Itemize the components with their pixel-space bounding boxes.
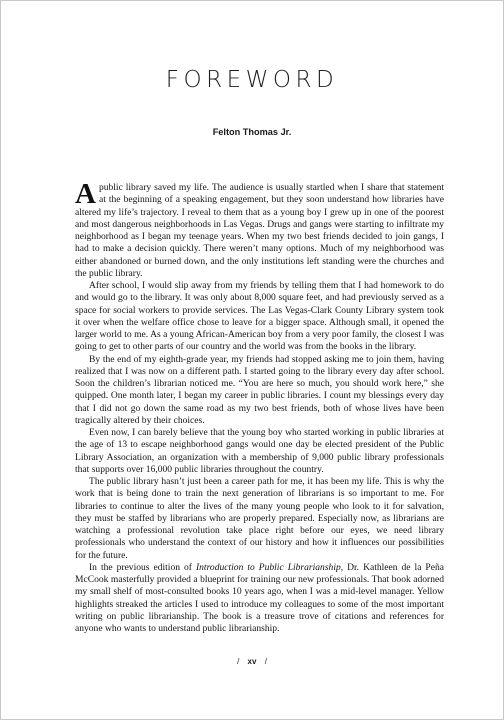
- book-title: Introduction to Public Librarianship: [195, 561, 341, 573]
- folio-mark-left: /: [237, 657, 240, 666]
- page-footer: [1, 657, 503, 666]
- author-byline: Felton Thomas Jr.: [212, 127, 292, 137]
- paragraph-text: , Dr. Kathleen de la Peña McCook masterfully provided a blueprint for training our new professionals. That book adorned my small shelf of most-consulted books 10 years ago, when I was a mid-level manager. Yellow highlights streaked the articles I used to introduce my colleagues to some of the most important writing on public librarianship. The book is a treasure trove of citations and references for anyone who wants to understand public librarianship.: [75, 561, 444, 634]
- chapter-title: FOREWORD: [165, 67, 339, 93]
- paragraph-text: In the previous edition of: [89, 561, 196, 573]
- paragraph: [75, 562, 444, 636]
- foreword-body: [75, 178, 444, 635]
- paragraph: By the end of my eighth-grade year, my friends had stopped asking me to join them, having realized that I was now on a different path. I started going to the library every day after school. Soon the children’s librarian noticed me. “You are here so much, you should work here,” she quipped. One month later, I began my career in public libraries. I count my blessings every day that I did not go down the same road as my two best friends, both of whose lives have been tragically altered by their choices.: [75, 353, 444, 426]
- folio-mark-right: /: [264, 657, 267, 666]
- paragraph-text: public library saved my life. The audience is usually startled when I share that statement at the beginning of a speaking engagement, but they soon understand how libraries have altered my life’s trajectory. I reveal to them that as a young boy I grew up in one of the poorest and most dangerous neighborhoods in Las Vegas. Drugs and gangs were starting to infiltrate my neighborhood as I began my teenage years. When my two best friends decided to join gangs, I had to make a decision quickly. There weren’t many options. Much of my neighborhood was either abandoned or burned down, and the only institutions left standing were the churches and the public library.: [75, 182, 444, 279]
- paragraph: [75, 178, 444, 280]
- drop-cap: A: [75, 178, 96, 210]
- paragraph: After school, I would slip away from my friends by telling them that I had homework to do and would go to the library. It was only about 8,000 square feet, and had previously served as a space for social workers to provide services. The Las Vegas-Clark County Library system took it over when the welfare office chose to leave for a bigger space. Although small, it opened the larger world to me. As a young African-American boy from a very poor family, the closest I was going to get to other parts of our country and the world was from the books in the library.: [75, 280, 444, 353]
- page-number: xv: [247, 657, 257, 666]
- paragraph: Even now, I can barely believe that the young boy who started working in public libraries at the age of 13 to escape neighborhood gangs would one day be elected president of the Public Library Association, an organization with a membership of 9,000 public library professionals that supports over 16,000 public libraries throughout the country.: [75, 427, 444, 475]
- paragraph: The public library hasn’t just been a career path for me, it has been my life. This is why the work that is being done to train the next generation of librarians is so important to me. For libraries to continue to alter the lives of the many young people who look to it for salvation, they must be staffed by librarians who are properly prepared. Especially now, as librarians are watching a professional revolution take place right before our eyes, we need library professionals who understand the context of our history and how it influences our possibilities for the future.: [75, 476, 444, 561]
